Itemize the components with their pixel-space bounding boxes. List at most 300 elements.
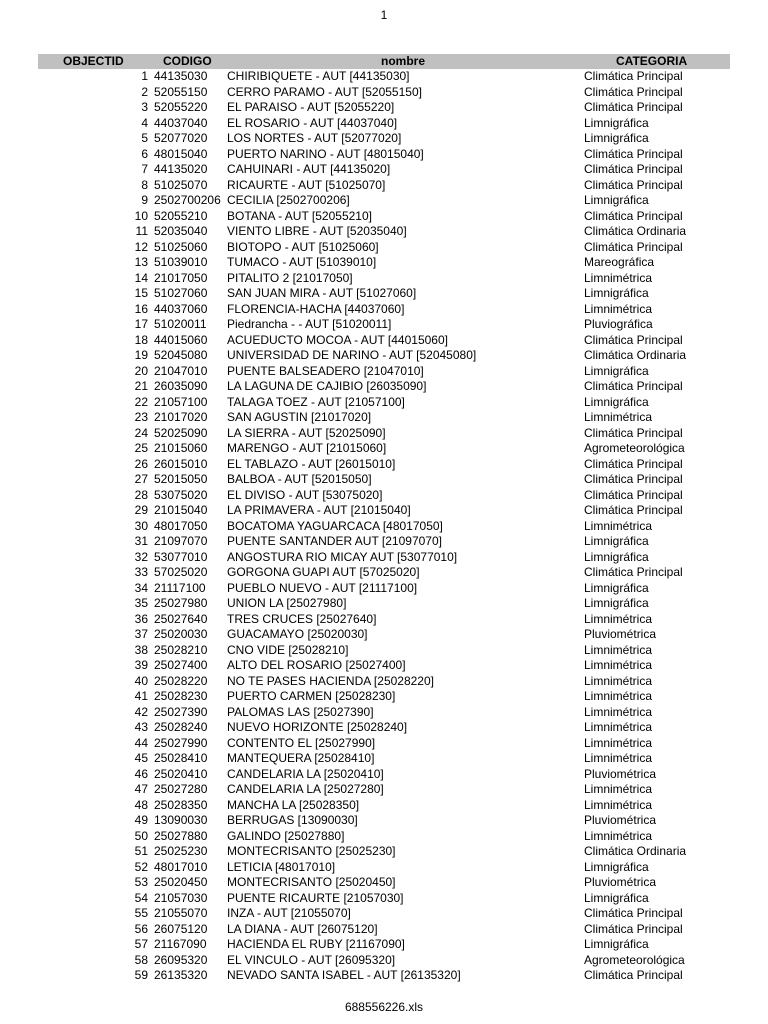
cell-objectid: 4: [141, 115, 148, 130]
table-row[interactable]: [38, 302, 730, 318]
cell-codigo: 48015040: [154, 146, 208, 161]
cell-objectid: 11: [135, 224, 148, 238]
cell-codigo: 25027400: [154, 658, 208, 672]
cell-categoria: Limnimétrica: [584, 410, 653, 424]
cell-nombre: Piedrancha - - AUT [51020011]: [227, 317, 392, 331]
cell-objectid: 2: [141, 84, 148, 99]
cell-codigo: 21097070: [154, 534, 208, 548]
table-row[interactable]: [38, 689, 730, 705]
cell-categoria: Pluviométrica: [584, 875, 657, 889]
cell-nombre: UNIVERSIDAD DE NARINO - AUT [52045080]: [227, 348, 477, 362]
cell-categoria: Limnigráfica: [584, 193, 649, 207]
cell-nombre: CECILIA [2502700206]: [227, 193, 350, 207]
cell-codigo: 25028210: [154, 642, 208, 657]
table-row[interactable]: [38, 534, 730, 550]
cell-codigo: 21167090: [154, 937, 207, 951]
cell-categoria: Limnimétrica: [584, 270, 653, 285]
stations-table: [38, 54, 730, 984]
table-row[interactable]: [38, 751, 730, 767]
header-nombre[interactable]: nombre: [380, 54, 425, 68]
cell-objectid: 57: [134, 937, 148, 951]
cell-codigo: 2502700206: [154, 193, 221, 207]
cell-objectid: 35: [134, 596, 148, 610]
table-row[interactable]: [38, 271, 730, 287]
cell-nombre: LA PRIMAVERA - AUT [21015040]: [227, 503, 411, 517]
cell-codigo: 21117100: [154, 580, 206, 595]
cell-nombre: VIENTO LIBRE - AUT [52035040]: [227, 224, 407, 238]
cell-nombre: PUERTO CARMEN [25028230]: [227, 689, 396, 703]
table-row[interactable]: [38, 922, 730, 938]
cell-nombre: UNION LA [25027980]: [227, 596, 347, 610]
cell-codigo: 44135030: [154, 69, 208, 83]
cell-categoria: Climática Principal: [584, 239, 683, 254]
cell-nombre: PUERTO NARINO - AUT [48015040]: [227, 146, 424, 161]
cell-nombre: MANCHA LA [25028350]: [227, 797, 360, 812]
table-row[interactable]: [38, 891, 730, 907]
cell-nombre: PUENTE RICAURTE [21057030]: [227, 890, 404, 905]
cell-objectid: 41: [134, 689, 148, 703]
cell-objectid: 59: [134, 968, 148, 982]
cell-categoria: Limnimétrica: [584, 673, 653, 688]
cell-nombre: LA SIERRA - AUT [52025090]: [227, 425, 386, 440]
cell-categoria: Limnimétrica: [584, 720, 653, 734]
table-row[interactable]: [38, 209, 730, 225]
cell-objectid: 7: [141, 162, 148, 176]
cell-objectid: 55: [134, 906, 148, 920]
cell-objectid: 48: [134, 797, 148, 812]
cell-codigo: 21055070: [154, 906, 208, 920]
table-row[interactable]: [38, 193, 730, 209]
cell-objectid: 49: [134, 813, 148, 827]
table-row[interactable]: [38, 503, 730, 519]
cell-nombre: BIOTOPO - AUT [51025060]: [227, 239, 379, 254]
table-row[interactable]: [38, 937, 730, 953]
cell-nombre: FLORENCIA-HACHA [44037060]: [227, 301, 405, 316]
cell-nombre: PUEBLO NUEVO - AUT [21117100]: [227, 580, 418, 595]
table-row[interactable]: [38, 565, 730, 581]
table-row[interactable]: [38, 736, 730, 752]
table-row[interactable]: [38, 131, 730, 147]
cell-categoria: Limnimétrica: [584, 735, 653, 750]
table-row[interactable]: [38, 457, 730, 473]
table-row[interactable]: [38, 286, 730, 302]
cell-codigo: 25027640: [154, 611, 208, 626]
table-row[interactable]: [38, 968, 730, 984]
cell-codigo: 53075020: [154, 487, 208, 502]
cell-nombre: LOS NORTES - AUT [52077020]: [227, 131, 402, 145]
cell-categoria: Limnigráfica: [584, 115, 649, 130]
cell-objectid: 54: [134, 890, 148, 905]
cell-nombre: LA DIANA - AUT [26075120]: [227, 921, 378, 936]
cell-objectid: 32: [134, 549, 148, 564]
cell-codigo: 44015060: [154, 332, 208, 347]
cell-categoria: Limnimétrica: [584, 658, 653, 672]
cell-codigo: 52035040: [154, 224, 208, 238]
cell-codigo: 51025060: [154, 239, 208, 254]
cell-categoria: Mareográfica: [584, 255, 655, 269]
cell-objectid: 30: [134, 518, 148, 533]
cell-categoria: Climática Principal: [584, 487, 683, 502]
cell-objectid: 9: [141, 193, 148, 207]
cell-objectid: 10: [134, 208, 148, 223]
cell-codigo: 51039010: [154, 255, 208, 269]
table-row[interactable]: [38, 333, 730, 349]
cell-categoria: Climática Principal: [584, 146, 683, 161]
cell-categoria: Climática Ordinaria: [584, 844, 687, 858]
cell-categoria: Limnigráfica: [584, 534, 649, 548]
cell-codigo: 52015050: [154, 472, 208, 486]
cell-categoria: Climática Ordinaria: [584, 224, 687, 238]
table-header-row: [38, 54, 730, 69]
cell-nombre: LA LAGUNA DE CAJIBIO [26035090]: [227, 379, 427, 393]
cell-nombre: LETICIA [48017010]: [227, 859, 336, 874]
table-row[interactable]: [38, 658, 730, 674]
cell-objectid: 18: [134, 332, 148, 347]
cell-categoria: Pluviométrica: [584, 627, 657, 641]
cell-nombre: CANDELARIA LA [25020410]: [227, 766, 384, 781]
cell-objectid: 36: [134, 611, 148, 626]
table-row[interactable]: [38, 581, 730, 597]
table-row[interactable]: [38, 550, 730, 566]
cell-categoria: Climática Principal: [584, 472, 683, 486]
cell-codigo: 52025090: [154, 425, 208, 440]
cell-categoria: Climática Principal: [584, 425, 683, 440]
cell-categoria: Limnigráfica: [584, 580, 649, 595]
cell-codigo: 25020450: [154, 875, 208, 889]
cell-categoria: Limnigráfica: [584, 394, 649, 409]
cell-codigo: 26075120: [154, 921, 208, 936]
cell-codigo: 51025070: [154, 177, 208, 192]
cell-categoria: Limnimétrica: [584, 704, 653, 719]
cell-categoria: Limnigráfica: [584, 596, 649, 610]
table-row[interactable]: [38, 596, 730, 612]
cell-nombre: CAHUINARI - AUT [44135020]: [227, 162, 391, 176]
cell-categoria: Limnimétrica: [584, 611, 653, 626]
cell-nombre: GORGONA GUAPI AUT [57025020]: [227, 565, 420, 579]
cell-codigo: 25028350: [154, 797, 208, 812]
cell-categoria: Limnimétrica: [584, 751, 653, 765]
cell-nombre: EL DIVISO - AUT [53075020]: [227, 487, 383, 502]
cell-categoria: Limnigráfica: [584, 363, 649, 378]
cell-codigo: 51027060: [154, 286, 208, 300]
cell-nombre: MONTECRISANTO [25020450]: [227, 875, 396, 889]
cell-objectid: 29: [134, 503, 148, 517]
cell-codigo: 25020030: [154, 627, 208, 641]
cell-codigo: 25027390: [154, 704, 208, 719]
cell-nombre: SAN JUAN MIRA - AUT [51027060]: [227, 286, 417, 300]
cell-categoria: Limnimétrica: [584, 518, 653, 533]
cell-categoria: Climática Principal: [584, 456, 683, 471]
cell-nombre: CANDELARIA LA [25027280]: [227, 782, 384, 796]
cell-objectid: 14: [134, 270, 148, 285]
cell-categoria: Agrometeorológica: [584, 441, 685, 455]
table-row[interactable]: [38, 860, 730, 876]
cell-objectid: 39: [134, 658, 148, 672]
cell-codigo: 21017020: [154, 410, 208, 424]
cell-objectid: 40: [134, 673, 148, 688]
cell-nombre: PUENTE BALSEADERO [21047010]: [227, 363, 424, 378]
cell-categoria: Climática Principal: [584, 84, 683, 99]
cell-categoria: Limnigráfica: [584, 859, 649, 874]
cell-nombre: GUACAMAYO [25020030]: [227, 627, 368, 641]
table-row[interactable]: [38, 906, 730, 922]
cell-codigo: 25027990: [154, 735, 208, 750]
cell-objectid: 20: [134, 363, 148, 378]
cell-categoria: Limnimétrica: [584, 828, 653, 843]
table-row[interactable]: [38, 674, 730, 690]
cell-codigo: 52055150: [154, 84, 208, 99]
table-row[interactable]: [38, 519, 730, 535]
cell-nombre: PALOMAS LAS [25027390]: [227, 704, 374, 719]
table-row[interactable]: [38, 705, 730, 721]
cell-nombre: TALAGA TOEZ - AUT [21057100]: [227, 394, 405, 409]
cell-categoria: Pluviométrica: [584, 813, 657, 827]
cell-nombre: BERRUGAS [13090030]: [227, 813, 358, 827]
cell-categoria: Limnigráfica: [584, 937, 649, 951]
cell-categoria: Climática Principal: [584, 69, 683, 83]
cell-categoria: Climática Principal: [584, 162, 683, 176]
cell-objectid: 56: [134, 921, 148, 936]
table-row[interactable]: [38, 953, 730, 969]
cell-codigo: 52055220: [154, 100, 208, 114]
cell-objectid: 45: [134, 751, 148, 765]
cell-nombre: HACIENDA EL RUBY [21167090]: [227, 937, 405, 951]
cell-nombre: RICAURTE - AUT [51025070]: [227, 177, 386, 192]
cell-objectid: 25: [134, 441, 148, 455]
cell-codigo: 48017050: [154, 518, 208, 533]
cell-categoria: Climática Principal: [584, 565, 683, 579]
cell-categoria: Climática Principal: [584, 503, 683, 517]
cell-objectid: 22: [134, 394, 148, 409]
cell-codigo: 52045080: [154, 348, 208, 362]
cell-objectid: 3: [141, 100, 148, 114]
cell-objectid: 13: [134, 255, 148, 269]
cell-objectid: 27: [134, 472, 148, 486]
cell-nombre: BALBOA - AUT [52015050]: [227, 472, 372, 486]
cell-nombre: GALINDO [25027880]: [227, 828, 345, 843]
cell-nombre: EL PARAISO - AUT [52055220]: [227, 100, 395, 114]
cell-codigo: 52077020: [154, 131, 208, 145]
cell-objectid: 38: [134, 642, 148, 657]
cell-objectid: 21: [134, 379, 148, 393]
table-row[interactable]: [38, 829, 730, 845]
table-row[interactable]: [38, 472, 730, 488]
cell-codigo: 21017050: [154, 270, 208, 285]
table-row[interactable]: [38, 813, 730, 829]
cell-codigo: 21015040: [154, 503, 208, 517]
cell-objectid: 44: [134, 735, 148, 750]
cell-categoria: Climática Principal: [584, 906, 683, 920]
cell-objectid: 58: [134, 952, 148, 967]
cell-codigo: 25025230: [154, 844, 208, 858]
cell-nombre: CONTENTO EL [25027990]: [227, 735, 376, 750]
table-row[interactable]: [38, 147, 730, 163]
cell-objectid: 28: [134, 487, 148, 502]
cell-objectid: 31: [134, 534, 148, 548]
cell-categoria: Climática Principal: [584, 332, 683, 347]
cell-categoria: Limnimétrica: [584, 301, 653, 316]
table-row[interactable]: [38, 348, 730, 364]
table-row[interactable]: [38, 875, 730, 891]
table-row[interactable]: [38, 782, 730, 798]
table-row[interactable]: [38, 240, 730, 256]
cell-objectid: 51: [134, 844, 148, 858]
table-row[interactable]: [38, 627, 730, 643]
table-row[interactable]: [38, 69, 730, 85]
table-row[interactable]: [38, 100, 730, 116]
cell-categoria: Limnimétrica: [584, 782, 653, 796]
cell-codigo: 25020410: [154, 766, 208, 781]
cell-nombre: PITALITO 2 [21017050]: [227, 270, 353, 285]
cell-nombre: NUEVO HORIZONTE [25028240]: [227, 720, 408, 734]
header-codigo[interactable]: CODIGO: [163, 54, 212, 68]
cell-objectid: 53: [134, 875, 148, 889]
cell-objectid: 34: [134, 580, 148, 595]
cell-codigo: 26015010: [154, 456, 208, 471]
cell-categoria: Limnigráfica: [584, 286, 649, 300]
cell-codigo: 25028410: [154, 751, 208, 765]
cell-codigo: 57025020: [154, 565, 208, 579]
cell-objectid: 52: [134, 859, 148, 874]
cell-objectid: 12: [134, 239, 148, 254]
cell-codigo: 25028230: [154, 689, 208, 703]
table-row[interactable]: [38, 798, 730, 814]
cell-categoria: Limnigráfica: [584, 549, 649, 564]
cell-nombre: EL ROSARIO - AUT [44037040]: [227, 115, 398, 130]
cell-codigo: 44135020: [154, 162, 208, 176]
cell-nombre: CHIRIBIQUETE - AUT [44135030]: [227, 69, 410, 83]
cell-objectid: 42: [134, 704, 148, 719]
cell-categoria: Climática Principal: [584, 921, 683, 936]
cell-nombre: ACUEDUCTO MOCOA - AUT [44015060]: [227, 332, 448, 347]
cell-objectid: 46: [134, 766, 148, 781]
cell-nombre: EL TABLAZO - AUT [26015010]: [227, 456, 396, 471]
cell-nombre: ANGOSTURA RIO MICAY AUT [53077010]: [227, 549, 458, 564]
table-row[interactable]: [38, 767, 730, 783]
cell-nombre: BOCATOMA YAGUARCACA [48017050]: [227, 518, 443, 533]
cell-objectid: 26: [134, 456, 148, 471]
header-categoria[interactable]: CATEGORIA: [616, 54, 688, 68]
cell-codigo: 52055210: [154, 208, 208, 223]
cell-codigo: 25027880: [154, 828, 208, 843]
cell-codigo: 13090030: [154, 813, 208, 827]
footer-filename: 688556226.xls: [344, 1000, 424, 1014]
cell-nombre: NEVADO SANTA ISABEL - AUT [26135320]: [227, 968, 461, 982]
cell-codigo: 48017010: [154, 859, 208, 874]
cell-codigo: 21047010: [154, 363, 208, 378]
cell-objectid: 33: [134, 565, 148, 579]
cell-nombre: EL VINCULO - AUT [26095320]: [227, 952, 396, 967]
cell-nombre: MARENGO - AUT [21015060]: [227, 441, 387, 455]
table-row[interactable]: [38, 720, 730, 736]
cell-codigo: 51020011: [154, 317, 207, 331]
table-row[interactable]: [38, 488, 730, 504]
cell-categoria: Climática Principal: [584, 968, 683, 982]
cell-categoria: Climática Ordinaria: [584, 348, 687, 362]
cell-categoria: Pluviográfica: [584, 317, 653, 331]
table-row[interactable]: [38, 178, 730, 194]
cell-objectid: 17: [134, 317, 148, 331]
cell-nombre: CERRO PARAMO - AUT [52055150]: [227, 84, 422, 99]
cell-categoria: Limnimétrica: [584, 642, 653, 657]
cell-categoria: Climática Principal: [584, 208, 683, 223]
cell-categoria: Climática Principal: [584, 100, 683, 114]
cell-categoria: Pluviométrica: [584, 766, 657, 781]
cell-nombre: ALTO DEL ROSARIO [25027400]: [227, 658, 406, 672]
cell-codigo: 25028220: [154, 673, 208, 688]
cell-nombre: PUENTE SANTANDER AUT [21097070]: [227, 534, 442, 548]
cell-codigo: 25027280: [154, 782, 208, 796]
table-row[interactable]: [38, 426, 730, 442]
cell-objectid: 37: [134, 627, 148, 641]
cell-categoria: Climática Principal: [584, 177, 683, 192]
table-row[interactable]: [38, 379, 730, 395]
table-row[interactable]: [38, 224, 730, 240]
cell-nombre: MANTEQUERA [25028410]: [227, 751, 375, 765]
cell-categoria: Limnigráfica: [584, 131, 649, 145]
cell-nombre: CNO VIDE [25028210]: [227, 642, 349, 657]
table-row[interactable]: [38, 364, 730, 380]
cell-nombre: NO TE PASES HACIENDA [25028220]: [227, 673, 434, 688]
cell-codigo: 44037040: [154, 115, 208, 130]
cell-objectid: 23: [134, 410, 148, 424]
cell-objectid: 1: [141, 69, 148, 83]
cell-objectid: 6: [141, 146, 148, 161]
cell-codigo: 21057030: [154, 890, 208, 905]
cell-nombre: TRES CRUCES [25027640]: [227, 611, 377, 626]
table-row[interactable]: [38, 162, 730, 178]
cell-nombre: BOTANA - AUT [52055210]: [227, 208, 372, 223]
cell-objectid: 8: [141, 177, 148, 192]
cell-objectid: 15: [134, 286, 148, 300]
table-row[interactable]: [38, 317, 730, 333]
cell-objectid: 24: [134, 425, 148, 440]
cell-codigo: 25027980: [154, 596, 208, 610]
table-row[interactable]: [38, 410, 730, 426]
cell-objectid: 47: [134, 782, 148, 796]
cell-codigo: 53077010: [154, 549, 208, 564]
table-row[interactable]: [38, 116, 730, 132]
table-row[interactable]: [38, 612, 730, 628]
cell-nombre: MONTECRISANTO [25025230]: [227, 844, 396, 858]
table-row[interactable]: [38, 255, 730, 271]
cell-nombre: INZA - AUT [21055070]: [227, 906, 351, 920]
cell-objectid: 50: [134, 828, 148, 843]
cell-codigo: 26095320: [154, 952, 208, 967]
cell-codigo: 26135320: [154, 968, 208, 982]
cell-nombre: SAN AGUSTIN [21017020]: [227, 410, 372, 424]
table-row[interactable]: [38, 844, 730, 860]
table-row[interactable]: [38, 441, 730, 457]
cell-codigo: 21057100: [154, 394, 208, 409]
cell-codigo: 44037060: [154, 301, 208, 316]
table-row[interactable]: [38, 85, 730, 101]
cell-objectid: 19: [134, 348, 148, 362]
cell-categoria: Agrometeorológica: [584, 952, 685, 967]
cell-objectid: 43: [134, 720, 148, 734]
cell-categoria: Limnigráfica: [584, 890, 649, 905]
cell-categoria: Climática Principal: [584, 379, 683, 393]
page-number: 1: [380, 8, 388, 22]
table-row[interactable]: [38, 643, 730, 659]
table-row[interactable]: [38, 395, 730, 411]
table-body: [38, 69, 730, 984]
header-objectid[interactable]: OBJECTID: [63, 54, 124, 68]
cell-codigo: 21015060: [154, 441, 208, 455]
cell-categoria: Limnimétrica: [584, 689, 653, 703]
cell-objectid: 5: [141, 131, 148, 145]
cell-objectid: 16: [134, 301, 148, 316]
